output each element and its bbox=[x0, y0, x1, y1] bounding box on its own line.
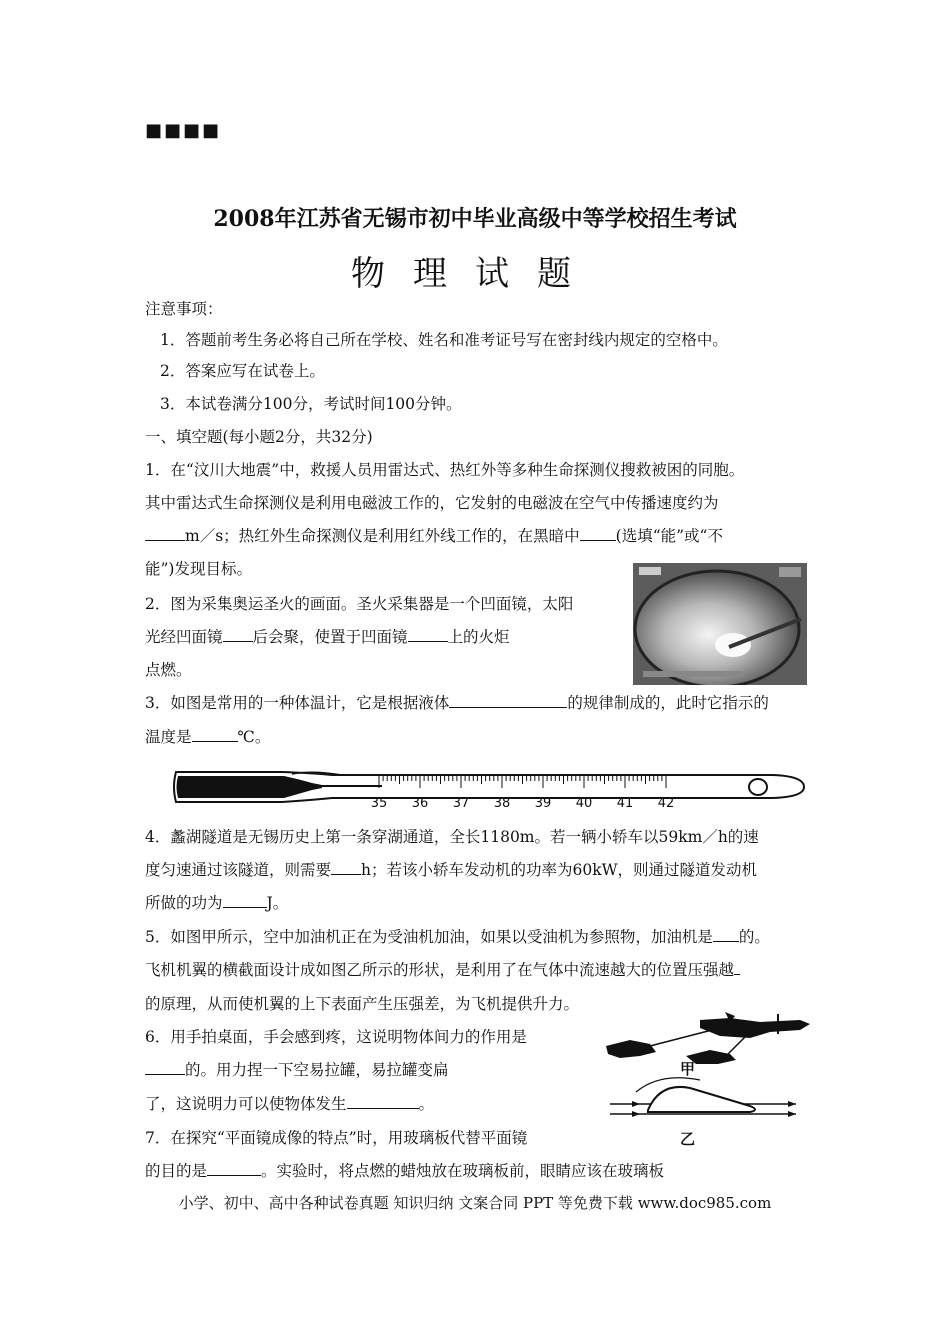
thermometer-label: 40 bbox=[575, 796, 593, 810]
answer-blank[interactable] bbox=[145, 1060, 185, 1075]
olympic-flame-photo bbox=[633, 563, 807, 685]
figure-label-yi: 乙 bbox=[680, 1130, 696, 1148]
q6-line: 6．用手拍桌面，手会感到疼，这说明物体间力的作用是 bbox=[145, 1028, 527, 1046]
q6-line: 的。用力捏一下空易拉罐，易拉罐变扁 bbox=[145, 1059, 449, 1081]
q1-line: 1．在“汶川大地震”中，救援人员用雷达式、热红外等多种生命探测仪搜救被困的同胞。 bbox=[145, 461, 745, 479]
q6-line: 了，这说明力可以使物体发生 。 bbox=[145, 1095, 435, 1113]
answer-blank[interactable] bbox=[145, 526, 185, 541]
header-marks: ■■■■ bbox=[145, 120, 222, 141]
q5-line: 5．如图甲所示，空中加油机正在为受油机加油，如果以受油机为参照物，加油机是 的。 bbox=[145, 928, 770, 946]
refueling-wing-figure bbox=[600, 1012, 830, 1152]
q3-line: 温度是 ℃。 bbox=[145, 728, 271, 746]
section-heading: 一、填空题(每小题2分，共32分) bbox=[145, 428, 373, 446]
notice-item: 1．答题前考生务必将自己所在学校、姓名和准考证号写在密封线内规定的空格中。 bbox=[160, 331, 728, 349]
q5-line: 的原理，从而使机翼的上下表面产生压强差，为飞机提供升力。 bbox=[145, 995, 580, 1013]
answer-blank[interactable] bbox=[223, 627, 253, 642]
answer-blank[interactable] bbox=[713, 927, 739, 942]
notice-item: 3．本试卷满分100分，考试时间100分钟。 bbox=[160, 395, 462, 413]
thermometer-label: 42 bbox=[657, 796, 675, 810]
page-footer: 小学、初中、高中各种试卷真题 知识归纳 文案合同 PPT 等免费下载 www.doc985.com bbox=[178, 1194, 772, 1212]
thermometer-label: 38 bbox=[493, 796, 511, 810]
answer-blank[interactable] bbox=[580, 526, 616, 541]
q4-line: 所做的功为 J。 bbox=[145, 894, 289, 912]
thermometer-figure bbox=[172, 764, 808, 810]
q7-line: 的目的是 。实验时，将点燃的蜡烛放在玻璃板前，眼睛应该在玻璃板 bbox=[145, 1162, 665, 1180]
q3-line: 3．如图是常用的一种体温计，它是根据液体 的规律制成的，此时它指示的 bbox=[145, 694, 769, 712]
thermometer-label: 36 bbox=[411, 796, 429, 810]
q1-line: 能”)发现目标。 bbox=[145, 560, 252, 578]
subject-title: 物理试题 bbox=[351, 254, 599, 294]
thermometer-label: 41 bbox=[616, 796, 634, 810]
q5-line: 飞机机翼的横截面设计成如图乙所示的形状，是利用了在气体中流速越大的位置压强越 bbox=[145, 959, 740, 981]
answer-blank[interactable] bbox=[734, 960, 740, 975]
answer-blank[interactable] bbox=[347, 1094, 419, 1109]
answer-blank[interactable] bbox=[207, 1161, 261, 1176]
q2-line: 光经凹面镜 后会聚，使置于凹面镜 上的火炬 bbox=[145, 628, 510, 646]
answer-blank[interactable] bbox=[449, 693, 567, 708]
q4-line: 度匀速通过该隧道，则需要 h；若该小轿车发动机的功率为60kW，则通过隧道发动机 bbox=[145, 861, 758, 879]
q2-line: 点燃。 bbox=[145, 661, 192, 679]
thermometer-label: 37 bbox=[452, 796, 470, 810]
notice-heading: 注意事项： bbox=[145, 300, 223, 318]
q7-line: 7．在探究“平面镜成像的特点”时，用玻璃板代替平面镜 bbox=[145, 1129, 528, 1147]
exam-title: 2008年江苏省无锡市初中毕业高级中等学校招生考试 bbox=[213, 206, 737, 232]
figure-label-jia: 甲 bbox=[680, 1060, 696, 1078]
q1-line: 其中雷达式生命探测仪是利用电磁波工作的，它发射的电磁波在空气中传播速度约为 bbox=[145, 494, 719, 512]
q4-line: 4．蠡湖隧道是无锡历史上第一条穿湖通道，全长1180m。若一辆小轿车以59km／h的速 bbox=[145, 828, 759, 846]
answer-blank[interactable] bbox=[331, 860, 361, 875]
answer-blank[interactable] bbox=[408, 627, 448, 642]
thermometer-label: 35 bbox=[370, 796, 388, 810]
answer-blank[interactable] bbox=[223, 893, 267, 908]
notice-item: 2．答案应写在试卷上。 bbox=[160, 362, 325, 380]
answer-blank[interactable] bbox=[192, 727, 238, 742]
thermometer-label: 39 bbox=[534, 796, 552, 810]
q2-line: 2．图为采集奥运圣火的画面。圣火采集器是一个凹面镜，太阳 bbox=[145, 595, 574, 613]
q1-line: m／s；热红外生命探测仪是利用红外线工作的，在黑暗中 (选填“能”或“不 bbox=[145, 525, 723, 547]
